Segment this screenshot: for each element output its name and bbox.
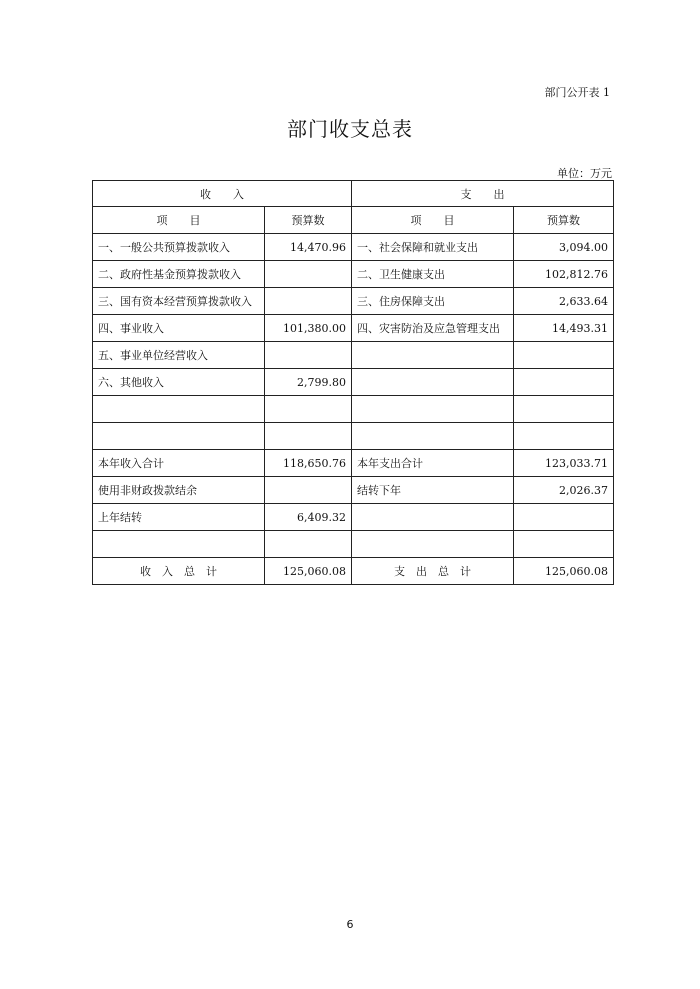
- column-header-row: [93, 207, 614, 234]
- income-item-cell: [93, 396, 265, 423]
- income-item-cell: 使用非财政拨款结余: [93, 477, 265, 504]
- income-total-value: 125,060.08: [265, 558, 352, 585]
- income-item-cell: [93, 531, 265, 558]
- grand-total-row: [93, 558, 614, 585]
- income-item-cell: 本年收入合计: [93, 450, 265, 477]
- income-section-header: 收 入: [93, 181, 352, 207]
- expense-value-cell: 2,026.37: [514, 477, 614, 504]
- page-title: 部门收支总表: [287, 117, 413, 141]
- expense-item-cell: 四、灾害防治及应急管理支出: [352, 315, 514, 342]
- expense-item-cell: 三、住房保障支出: [352, 288, 514, 315]
- expense-item-cell: [352, 369, 514, 396]
- income-value-cell: [265, 396, 352, 423]
- section-header-row: [93, 181, 614, 207]
- expense-item-cell: [352, 342, 514, 369]
- expense-value-cell: [514, 531, 614, 558]
- expense-item-header: 项 目: [352, 207, 514, 234]
- table-row: [93, 450, 614, 477]
- income-total-label: 收 入 总 计: [93, 558, 265, 585]
- expense-value-cell: 123,033.71: [514, 450, 614, 477]
- income-item-cell: 二、政府性基金预算拨款收入: [93, 261, 265, 288]
- income-value-cell: [265, 261, 352, 288]
- budget-summary-table: [92, 180, 614, 585]
- expense-total-value: 125,060.08: [514, 558, 614, 585]
- expense-item-cell: [352, 504, 514, 531]
- income-item-cell: 一、一般公共预算拨款收入: [93, 234, 265, 261]
- income-item-cell: 五、事业单位经营收入: [93, 342, 265, 369]
- income-item-cell: 三、国有资本经营预算拨款收入: [93, 288, 265, 315]
- income-value-cell: [265, 477, 352, 504]
- income-item-cell: [93, 423, 265, 450]
- table-row: [93, 423, 614, 450]
- expense-value-cell: 2,633.64: [514, 288, 614, 315]
- expense-value-cell: [514, 423, 614, 450]
- income-item-header: 项 目: [93, 207, 265, 234]
- expense-budget-header: 预算数: [514, 207, 614, 234]
- expense-value-cell: 102,812.76: [514, 261, 614, 288]
- income-value-cell: [265, 531, 352, 558]
- income-budget-header: 预算数: [265, 207, 352, 234]
- expense-section-header: 支 出: [352, 181, 614, 207]
- expense-value-cell: 3,094.00: [514, 234, 614, 261]
- table-row: [93, 342, 614, 369]
- expense-item-cell: [352, 531, 514, 558]
- income-value-cell: 14,470.96: [265, 234, 352, 261]
- expense-value-cell: [514, 396, 614, 423]
- expense-value-cell: [514, 504, 614, 531]
- expense-item-cell: [352, 423, 514, 450]
- expense-value-cell: [514, 369, 614, 396]
- income-value-cell: [265, 288, 352, 315]
- income-value-cell: 118,650.76: [265, 450, 352, 477]
- income-value-cell: 101,380.00: [265, 315, 352, 342]
- expense-item-cell: 一、社会保障和就业支出: [352, 234, 514, 261]
- table-row: [93, 234, 614, 261]
- table-row: [93, 477, 614, 504]
- table-row: [93, 315, 614, 342]
- table-row: [93, 531, 614, 558]
- income-value-cell: 6,409.32: [265, 504, 352, 531]
- expense-value-cell: 14,493.31: [514, 315, 614, 342]
- income-item-cell: 四、事业收入: [93, 315, 265, 342]
- expense-item-cell: 二、卫生健康支出: [352, 261, 514, 288]
- income-value-cell: [265, 423, 352, 450]
- expense-value-cell: [514, 342, 614, 369]
- unit-label: 单位：万元: [557, 167, 612, 180]
- expense-item-cell: 本年支出合计: [352, 450, 514, 477]
- expense-item-cell: [352, 396, 514, 423]
- expense-item-cell: 结转下年: [352, 477, 514, 504]
- income-item-cell: 六、其他收入: [93, 369, 265, 396]
- expense-total-label: 支 出 总 计: [352, 558, 514, 585]
- income-value-cell: 2,799.80: [265, 369, 352, 396]
- table-row: [93, 396, 614, 423]
- income-item-cell: 上年结转: [93, 504, 265, 531]
- table-row: [93, 504, 614, 531]
- income-value-cell: [265, 342, 352, 369]
- table-row: [93, 369, 614, 396]
- form-number: 部门公开表 1: [544, 86, 610, 99]
- page-number: 6: [346, 918, 354, 931]
- table-row: [93, 288, 614, 315]
- table-row: [93, 261, 614, 288]
